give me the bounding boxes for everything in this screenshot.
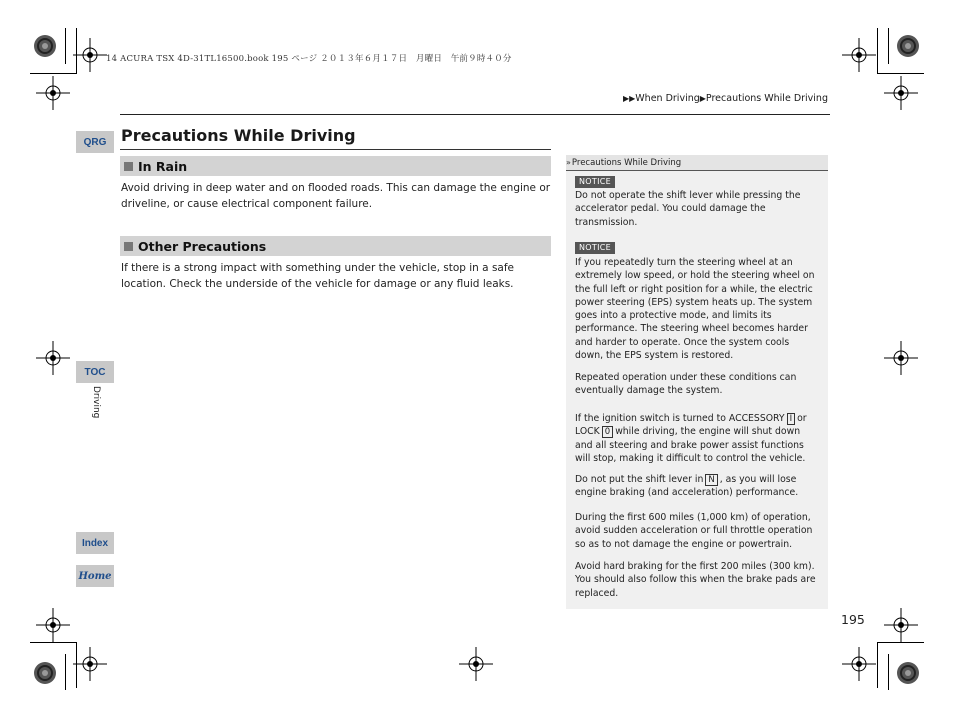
page-number: 195 (841, 612, 865, 627)
print-header: 14 ACURA TSX 4D-31TL16500.book 195 ページ ２０１３年６月１７日 月曜日 午前９時４０分 (106, 54, 512, 64)
breadcrumb (623, 93, 828, 104)
home-button[interactable]: Home (76, 565, 114, 587)
qrg-button[interactable]: QRG (76, 131, 114, 153)
registration-mark-icon (73, 647, 107, 681)
section-bullet-icon (124, 162, 133, 171)
note-repeated-operation: Repeated operation under these conditions can eventually damage the system. (575, 372, 797, 397)
section-bullet-icon (124, 242, 133, 251)
ignition-text-end: while driving, the engine will shut down and all steering and brake power assist functions will stop, making it difficult to control the vehicle. (575, 426, 806, 464)
section-body-other-precautions: If there is a strong impact with something under the vehicle, stop in a safe location. Check the underside of the vehicle for damage or any fluid leaks. (121, 262, 515, 290)
shift-text-end: , as you will lose engine braking (and acceleration) performance. (575, 474, 799, 499)
notice-text-shift-lever: Do not operate the shift lever while pressing the accelerator pedal. You could damage the transmission. (575, 190, 801, 228)
registration-mark-icon (459, 647, 493, 681)
notice-text-steering: If you repeatedly turn the steering wheel at an extremely low speed, or hold the steering wheel on the full left or right position for a while, the electric power steering (EPS) system heats up. The system goes into a protective mode, and limits its performance. The steering wheel becomes harder and harder to operate. Once the system cools down, the EPS system is restored. (575, 257, 815, 362)
side-notes-panel (566, 155, 828, 609)
registration-mark-icon (884, 76, 918, 110)
breadcrumb-separator-icon: ▶ (699, 94, 706, 103)
ignition-text-mid: or LOCK (575, 413, 807, 438)
registration-mark-icon (842, 647, 876, 681)
side-panel-header (566, 155, 828, 171)
notice-badge: NOTICE (575, 176, 615, 188)
registration-mark-icon (884, 608, 918, 642)
page-title: Precautions While Driving (121, 126, 356, 145)
registration-mark-icon (36, 341, 70, 375)
ignition-text-start: If the ignition switch is turned to ACCESSORY (575, 413, 785, 424)
chapter-label: Driving (91, 386, 101, 419)
color-dial-icon (896, 661, 920, 685)
top-divider (120, 114, 830, 115)
registration-mark-icon (73, 38, 107, 72)
registration-mark-icon (842, 38, 876, 72)
color-dial-icon (896, 34, 920, 58)
double-chevron-icon: » (566, 158, 571, 167)
registration-mark-icon (36, 76, 70, 110)
color-dial-icon (33, 34, 57, 58)
section-heading-other-precautions (120, 236, 551, 256)
toc-button[interactable]: TOC (76, 361, 114, 383)
color-dial-icon (33, 661, 57, 685)
registration-mark-icon (36, 608, 70, 642)
note-break-in: During the first 600 miles (1,000 km) of operation, avoid sudden acceleration or full throttle operation so as to not damage the engine or powertrain. (575, 512, 813, 550)
lock-key-icon: 0 (602, 426, 613, 438)
accessory-key-icon: I (787, 413, 796, 425)
registration-mark-icon (884, 341, 918, 375)
section-heading-text: In Rain (138, 158, 188, 174)
neutral-key-icon: N (705, 474, 717, 486)
note-ignition-switch (575, 412, 820, 465)
section-heading-in-rain (120, 156, 551, 176)
breadcrumb-section-link[interactable]: When Driving (635, 93, 700, 104)
breadcrumb-current: Precautions While Driving (705, 93, 828, 104)
note-hard-braking: Avoid hard braking for the first 200 miles (300 km). You should also follow this when the brake pads are replaced. (575, 561, 816, 599)
shift-text-start: Do not put the shift lever in (575, 474, 704, 485)
title-divider (120, 149, 551, 150)
notice-badge: NOTICE (575, 242, 615, 254)
section-body-in-rain: Avoid driving in deep water and on flooded roads. This can damage the engine or driveline, or cause electrical component failure. (121, 182, 551, 210)
breadcrumb-arrows-icon: ▶▶ (622, 94, 636, 103)
section-heading-text: Other Precautions (138, 238, 267, 254)
side-panel-title: Precautions While Driving (571, 157, 682, 168)
index-button[interactable]: Index (76, 532, 114, 554)
note-shift-neutral (575, 473, 820, 500)
